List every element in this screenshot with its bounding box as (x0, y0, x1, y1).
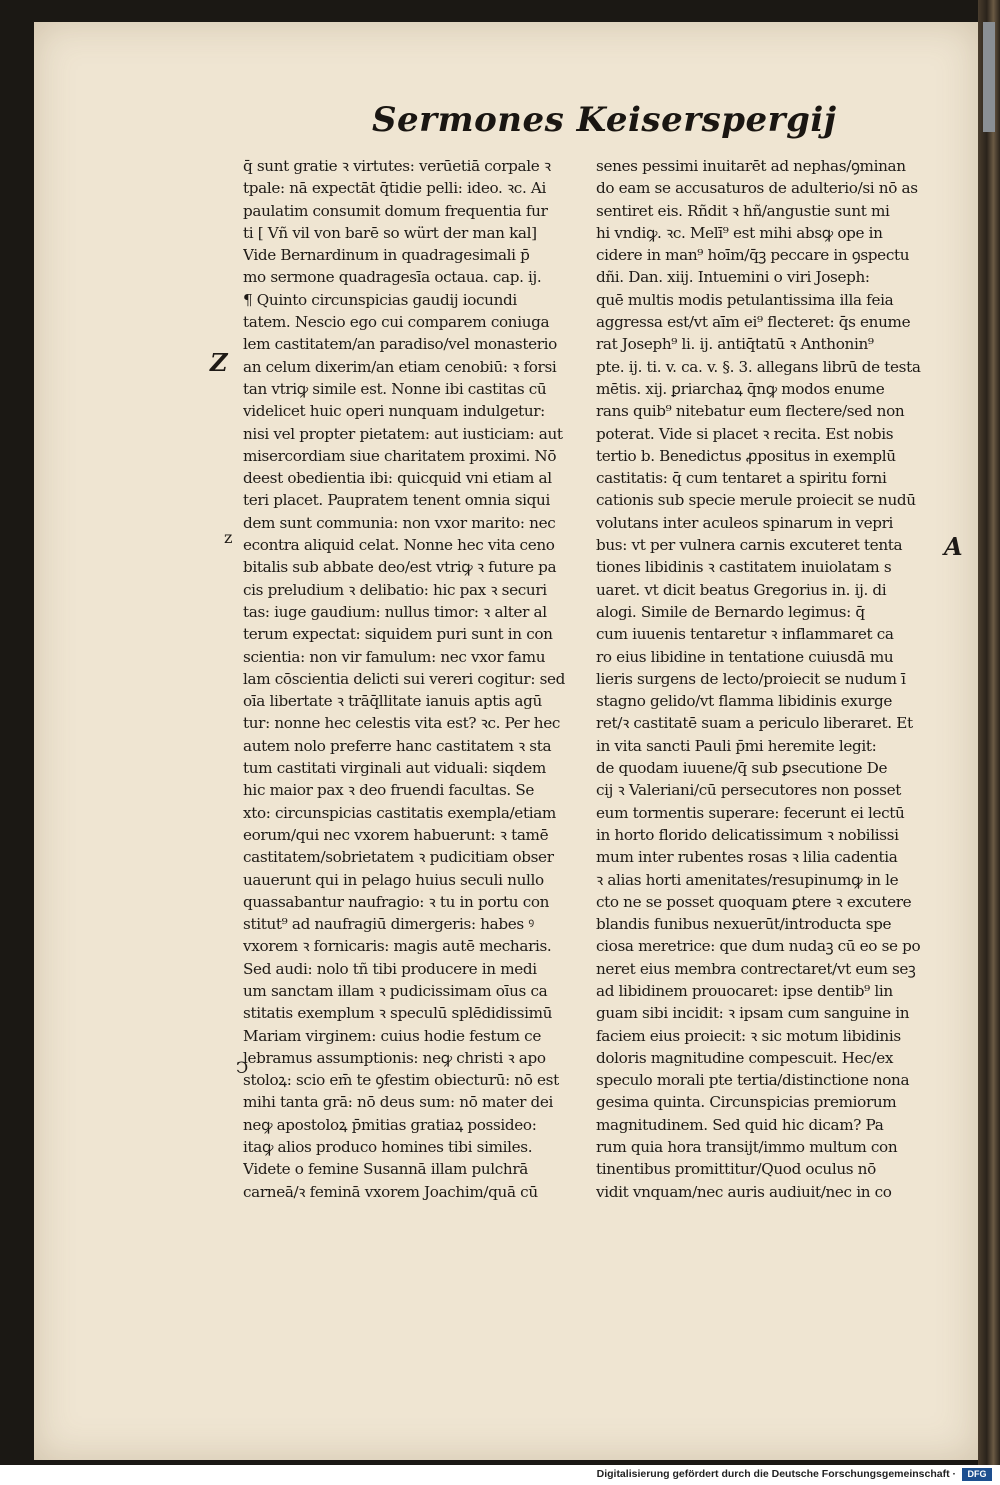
text-line: cis preludium ꝛ delibatio: hic pax ꝛ securi (243, 580, 547, 599)
text-line: vidit vnquam/nec auris audiuit/nec in co (596, 1182, 892, 1201)
text-line: lebramus assumptionis: neꝙ christi ꝛ apo (243, 1048, 546, 1067)
text-line: Videte o femine Susannā illam pulchrā (243, 1160, 528, 1179)
text-line: ꝛ alias horti amenitates/resupinumꝙ in le (596, 870, 899, 889)
text-line: in vita sancti Pauli p̄mi heremite legit: (596, 736, 877, 755)
text-line: stitut⁹ ad naufragiū dimergeris: habes ꝰ (243, 915, 534, 934)
funding-credit: Digitalisierung gefördert durch die Deutsche Forschungsgemeinschaft · (596, 1468, 956, 1480)
text-line: sentiret eis. Rñdit ꝛ hñ/angustie sunt mi (596, 201, 890, 220)
text-line: carneā/ꝛ feminā vxorem Joachim/quā cū (243, 1182, 538, 1201)
text-line: tinentibus promittitur/Quod oculus nō (596, 1160, 876, 1179)
text-line: tertio b. Benedictus ꝓpositus in exemplū (596, 446, 896, 465)
text-line: tiones libidinis ꝛ castitatem inuiolatam s (596, 558, 892, 577)
text-line: videlicet huic operi nunquam indulgetur: (243, 402, 545, 421)
text-line: q̄ sunt gratie ꝛ virtutes: verūetiā corpale ꝛ (243, 157, 551, 175)
text-line: Sed audi: nolo tñ tibi producere in medi (243, 959, 537, 978)
text-line: teri placet. Paupratem tenent omnia siqui (243, 491, 550, 510)
text-line: tum castitati virginali aut viduali: siqdem (243, 759, 546, 778)
text-line: uaret. vt dicit beatus Gregorius in. ij. di (596, 580, 887, 599)
text-line: scientia: non vir famulum: nec vxor famu (243, 647, 546, 666)
text-line: eum tormentis superare: fecerunt ei lectū (596, 803, 905, 822)
text-line: magnitudinem. Sed quid hic dicam? Pa (596, 1115, 884, 1134)
text-line: Mariam virginem: cuius hodie festum ce (243, 1026, 541, 1045)
binding-tag (983, 22, 995, 132)
text-line: castitatem/sobrietatem ꝛ pudicitiam obser (243, 848, 554, 867)
text-line: mihi tanta grā: nō deus sum: nō mater dei (243, 1093, 554, 1112)
text-line: ¶ Quinto circunspicias gaudij iocundi (243, 290, 517, 309)
text-line: oīa libertate ꝛ trāq̄llitate ianuis aptis agū (243, 692, 542, 711)
text-line: econtra aliquid celat. Nonne hec vita ceno (243, 536, 555, 555)
text-line: rum quia hora transijt/immo multum con (596, 1138, 898, 1157)
text-line: dem sunt communia: non vxor marito: nec (243, 513, 556, 532)
text-line: volutans inter aculeos spinarum in vepri (596, 513, 894, 532)
text-line: stoloꝝ: scio em̄ te ꝯfestim obiecturū: nō est (243, 1071, 559, 1090)
text-line: doloris magnitudine compescuit. Hec/ex (596, 1048, 894, 1067)
text-line: castitatis: q̄ cum tentaret a spiritu forni (596, 469, 887, 488)
text-line: cationis sub specie merule proiecit se nudū (596, 491, 916, 510)
text-line: paulatim consumit domum frequentia fur (243, 201, 548, 220)
text-line: cum iuuenis tentaretur ꝛ inflammaret ca (596, 625, 894, 644)
text-line: terum expectat: siquidem puri sunt in con (243, 625, 553, 644)
book-binding (978, 0, 1000, 1465)
text-line: lam cōscientia delicti sui vereri cogitur: sed (243, 669, 566, 688)
text-line: an celum dixerim/an etiam cenobiū: ꝛ forsi (243, 357, 557, 376)
text-column-left (243, 155, 583, 1203)
text-line: tas: iuge gaudium: nullus timor: ꝛ alter al (243, 602, 547, 621)
dfg-logo: DFG (962, 1468, 992, 1481)
text-line: dñi. Dan. xiij. Intuemini o viri Joseph: (596, 268, 870, 287)
text-line: tpale: nā expectāt q̄tidie pelli: ideo. ꝛc. Ai (243, 179, 547, 198)
text-line: bus: vt per vulnera carnis excuteret tenta (596, 536, 903, 555)
text-line: cto ne se posset quoquam ꝑtere ꝛ excutere (596, 892, 912, 911)
text-line: senes pessimi inuitarēt ad nephas/ꝯminan (596, 157, 906, 175)
text-line: lieris surgens de lecto/proiecit se nudum ī (596, 669, 906, 688)
text-column-right (596, 155, 941, 1203)
text-line: stagno gelido/vt flamma libidinis exurge (596, 692, 893, 711)
text-line: cij ꝛ Valeriani/cū persecutores non posset (596, 781, 901, 800)
text-line: in horto florido delicatissimum ꝛ nobilissi (596, 825, 899, 844)
margin-note-right-1: A (944, 532, 963, 561)
text-line: speculo morali pte tertia/distinctione nona (596, 1071, 910, 1090)
text-line: nisi vel propter pietatem: aut iusticiam: aut (243, 424, 563, 443)
text-line: um sanctam illam ꝛ pudicissimam oīus ca (243, 981, 548, 1000)
text-line: ro eius libidine in tentatione cuiusdā mu (596, 647, 894, 666)
text-line: ti [ Vñ vil von barē so würt der man kal] (243, 223, 537, 242)
text-line: hic maior pax ꝛ deo fruendi facultas. Se (243, 781, 535, 800)
text-line: guam sibi incidit: ꝛ ipsam cum sanguine in (596, 1004, 910, 1023)
text-line: de quodam iuuene/q̄ sub ꝑsecutione De (596, 759, 888, 778)
text-line: itaꝙ alios produco homines tibi similes. (243, 1138, 533, 1157)
text-line: rans quib⁹ nitebatur eum flectere/sed non (596, 402, 905, 421)
margin-note-left-3: Ↄ (236, 1058, 249, 1077)
text-line: blandis funibus nexuerūt/introducta spe (596, 915, 892, 934)
text-line: do eam se accusaturos de adulterio/si nō as (596, 179, 918, 198)
text-line: mētis. xij. ꝑriarchaꝝ q̄nꝙ modos enume (596, 379, 885, 398)
text-line: faciem eius proiecit: ꝛ sic motum libidinis (596, 1026, 901, 1045)
text-line: cidere in man⁹ hoīm/q̄ꝫ peccare in ꝯspectu (596, 246, 910, 265)
text-line: neret eius membra contrectaret/vt eum seꝫ (596, 959, 916, 978)
text-line: tan vtriꝙ simile est. Nonne ibi castitas cū (243, 379, 547, 398)
text-line: uauerunt qui in pelago huius seculi nullo (243, 870, 544, 889)
text-line: eorum/qui nec vxorem habuerunt: ꝛ tamē (243, 825, 549, 844)
text-line: poterat. Vide si placet ꝛ recita. Est nobis (596, 424, 894, 443)
text-line: quassabantur naufragio: ꝛ tu in portu con (243, 892, 550, 911)
text-line: ciosa meretrice: que dum nudaꝫ cū eo se po (596, 937, 921, 956)
text-line: autem nolo preferre hanc castitatem ꝛ sta (243, 736, 552, 755)
text-line: lem castitatem/an paradiso/vel monasterio (243, 335, 557, 354)
text-line: xto: circunspicias castitatis exempla/etiam (243, 803, 556, 822)
margin-note-left-2: z (224, 528, 233, 547)
page-title: Sermones Keiserspergij (372, 100, 837, 140)
text-line: tatem. Nescio ego cui comparem coniuga (243, 313, 550, 332)
text-line: vxorem ꝛ fornicaris: magis autē mecharis. (243, 937, 552, 956)
text-line: mo sermone quadragesīa octaua. cap. ij. (243, 268, 542, 287)
text-line: hi vndiꝙ. ꝛc. Melī⁹ est mihi absꝙ ope in (596, 223, 883, 242)
text-line: tur: nonne hec celestis vita est? ꝛc. Per hec (243, 714, 560, 733)
text-line: stitatis exemplum ꝛ speculū splēdidissimū (243, 1004, 553, 1023)
text-line: mum inter rubentes rosas ꝛ lilia cadentia (596, 848, 898, 867)
margin-note-left-1: Z (210, 348, 228, 377)
text-line: misercordiam siue charitatem proximi. Nō (243, 446, 557, 465)
text-line: rat Joseph⁹ li. ij. antiq̄tatū ꝛ Anthonin⁹ (596, 335, 874, 354)
text-line: aggressa est/vt aīm ei⁹ flecteret: q̄s enume (596, 313, 911, 332)
text-line: deest obedientia ibi: quicquid vni etiam al (243, 469, 552, 488)
text-line: neꝙ apostoloꝝ p̄mitias gratiaꝝ possideo: (243, 1115, 537, 1134)
text-line: Vide Bernardinum in quadragesimali p̄ (243, 246, 530, 265)
text-line: ad libidinem prouocaret: ipse dentib⁹ lin (596, 981, 893, 1000)
text-line: quē multis modis petulantissima illa feia (596, 290, 894, 309)
text-line: alogi. Simile de Bernardo legimus: q̄ (596, 602, 865, 621)
text-line: bitalis sub abbate deo/est vtriꝙ ꝛ future pa (243, 558, 557, 577)
text-line: ret/ꝛ castitatē suam a periculo liberaret. Et (596, 714, 913, 733)
text-line: pte. ij. ti. v. ca. v. §. 3. allegans librū de testa (596, 357, 921, 376)
text-line: gesima quinta. Circunspicias premiorum (596, 1093, 897, 1112)
